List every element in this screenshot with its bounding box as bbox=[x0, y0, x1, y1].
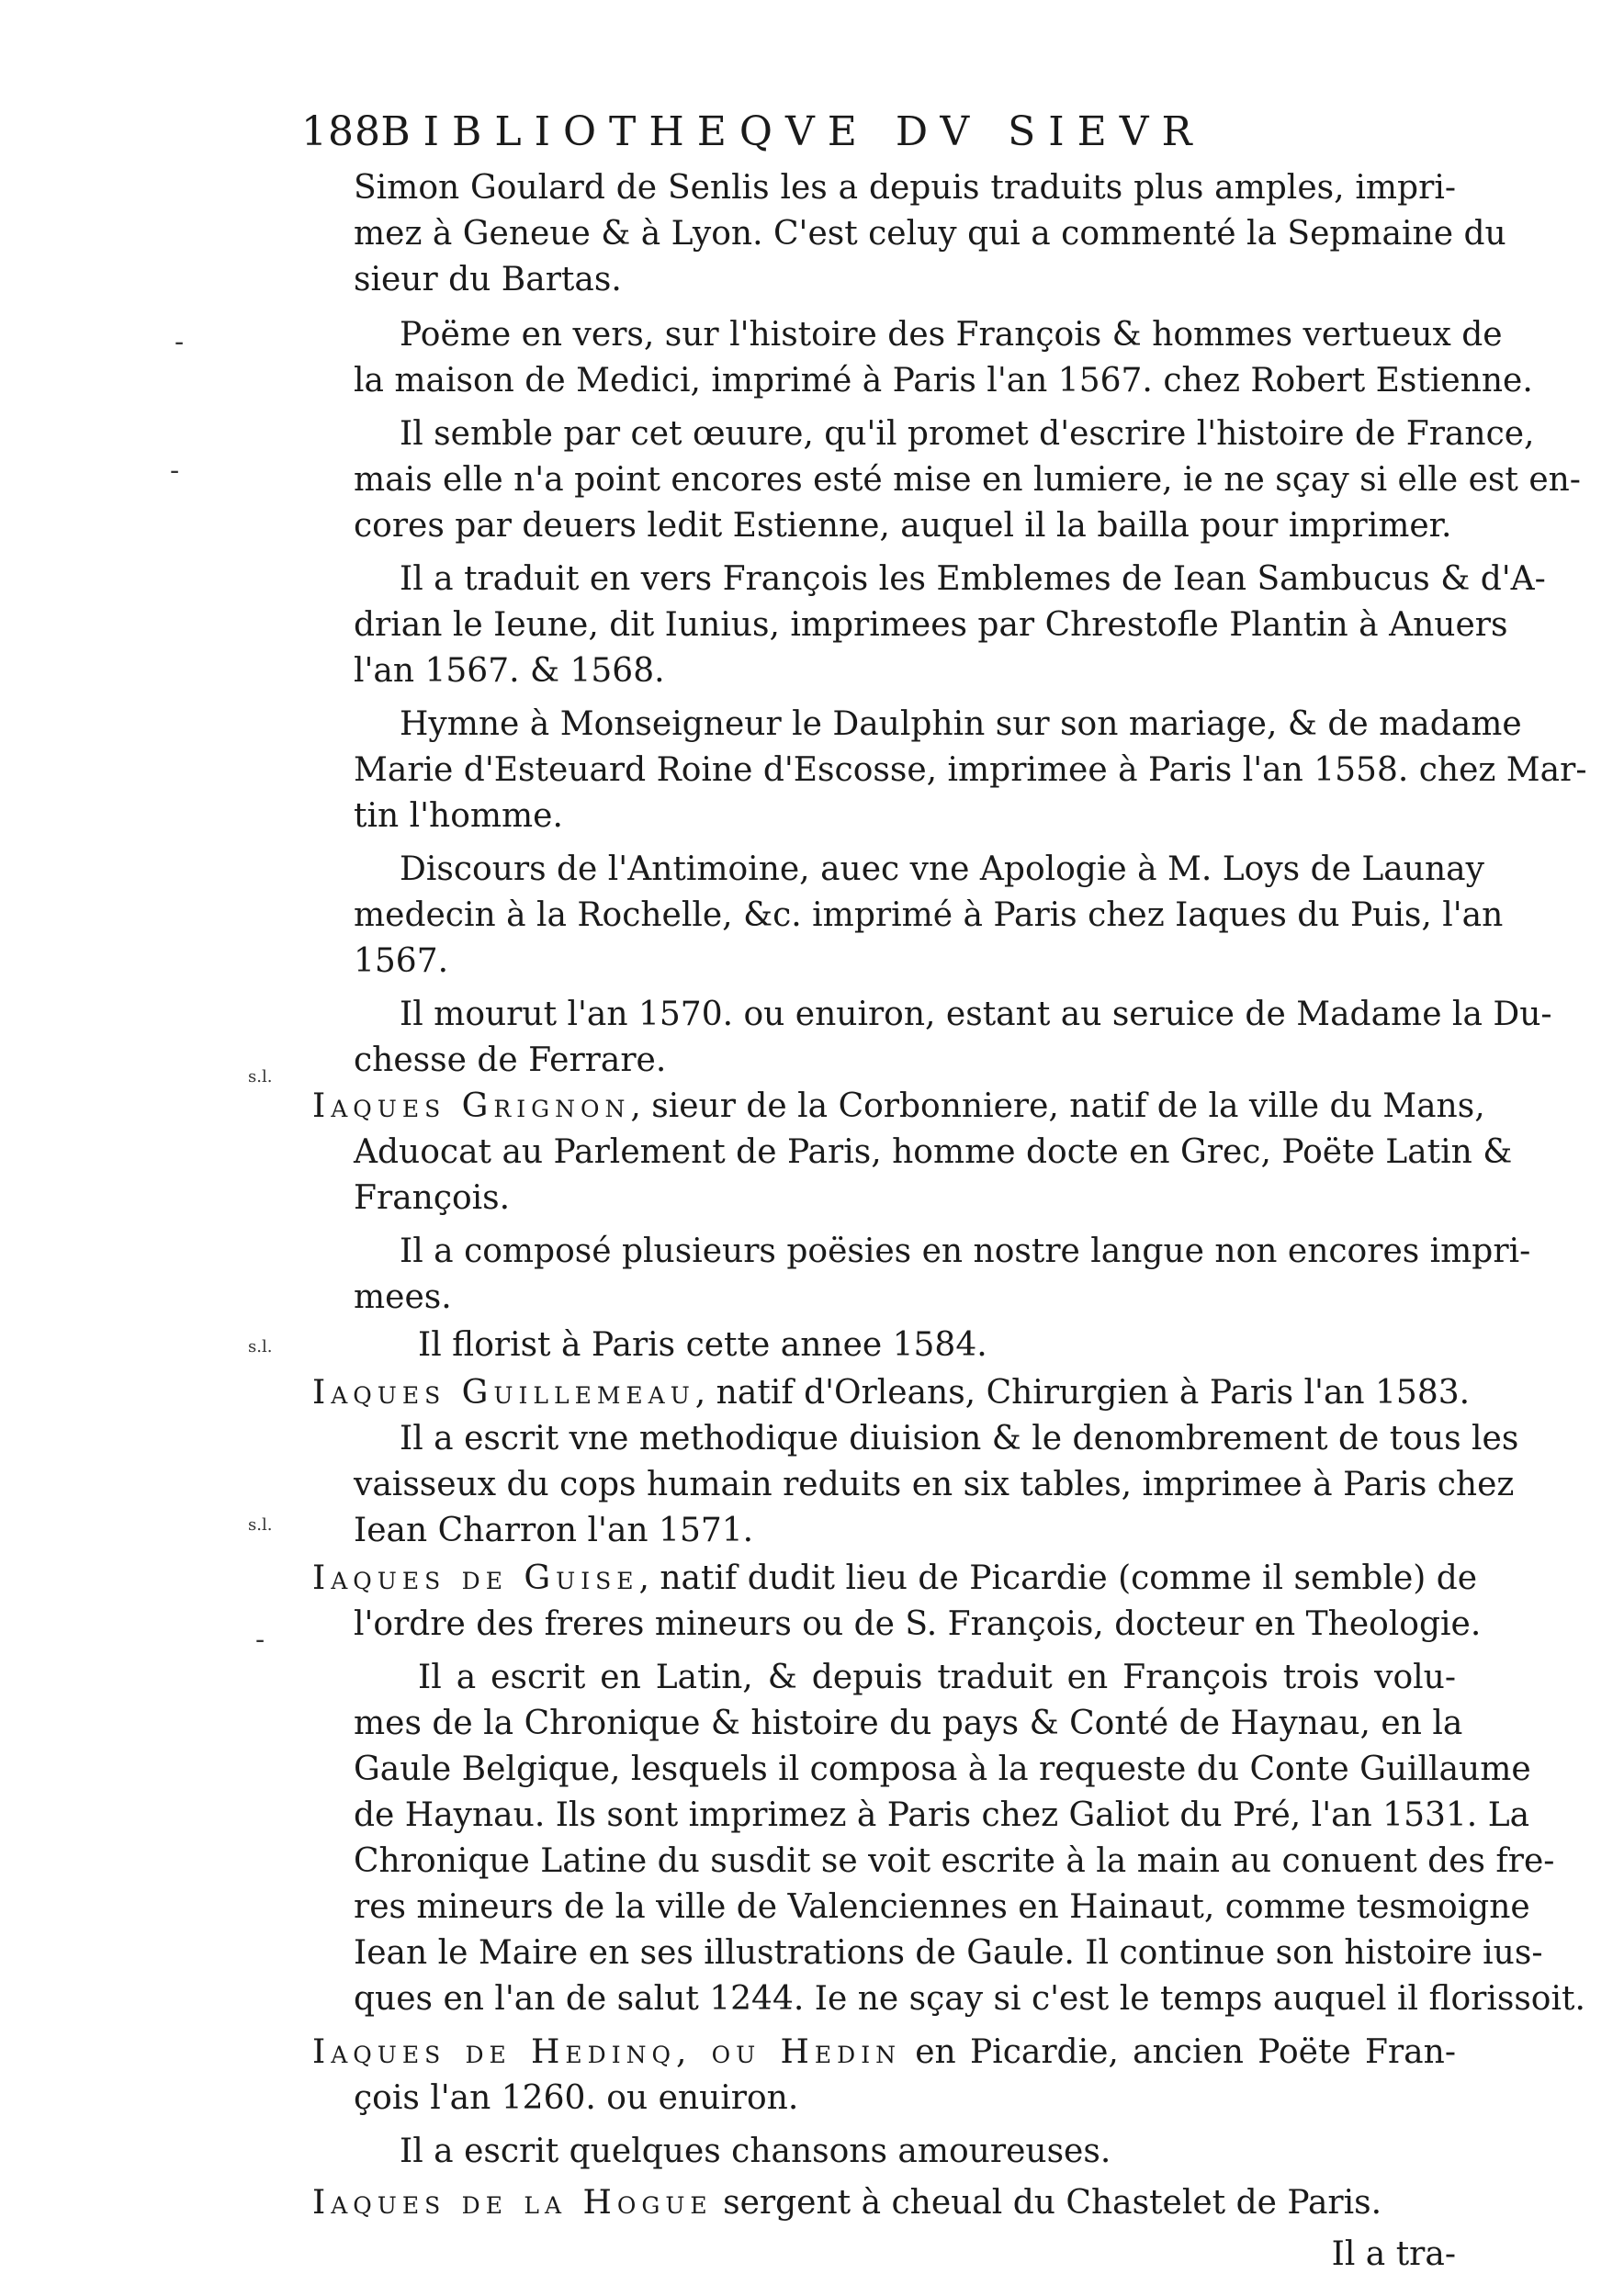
margin-dash-2: - bbox=[170, 455, 180, 487]
page-number: 188 bbox=[301, 108, 381, 155]
entry-heading-grignon bbox=[312, 1084, 1485, 1130]
entry-name: Iaques de Hedinq, ou Hedin bbox=[312, 2033, 901, 2071]
entry-rest: sergent à cheual du Chastelet de Paris. bbox=[712, 2184, 1382, 2222]
running-title: BIBLIOTHEQVE DV SIEVR bbox=[380, 108, 1205, 155]
text-line: mez à Geneue & à Lyon. C'est celuy qui a commenté la Sepmaine du bbox=[354, 215, 1506, 253]
text-line: Il mourut l'an 1570. ou enuiron, estant au seruice de Madame la Du- bbox=[400, 996, 1552, 1033]
text-line: François. bbox=[354, 1179, 511, 1217]
text-line: Il florist à Paris cette annee 1584. bbox=[418, 1326, 987, 1364]
entry-heading-guillemeau bbox=[312, 1370, 1471, 1416]
text-line: mes de la Chronique & histoire du pays & Conté de Haynau, en la bbox=[354, 1705, 1463, 1742]
text-line: l'ordre des freres mineurs ou de S. François, docteur en Theologie. bbox=[354, 1605, 1482, 1643]
entry-name: Iaques de la Hogue bbox=[312, 2184, 713, 2222]
entry-rest: en Picardie, ancien Poëte Fran- bbox=[900, 2033, 1456, 2071]
text-line: mees. bbox=[354, 1278, 452, 1316]
entry-heading-hogue bbox=[312, 2180, 1456, 2226]
text-line: Il a escrit en Latin, & depuis traduit en François trois volu- bbox=[418, 1659, 1456, 1696]
entry-rest: , sieur de la Corbonniere, natif de la ville du Mans, bbox=[630, 1087, 1485, 1125]
text-line: çois l'an 1260. ou enuiron. bbox=[354, 2079, 799, 2117]
text-line: Iean le Maire en ses illustrations de Gaule. Il continue son histoire ius- bbox=[354, 1934, 1543, 1972]
text-line: Il semble par cet œuure, qu'il promet d'escrire l'histoire de France, bbox=[400, 415, 1535, 453]
text-line: Simon Goulard de Senlis les a depuis traduits plus amples, impri- bbox=[354, 169, 1456, 207]
entry-name: Iaques Guillemeau bbox=[312, 1374, 695, 1412]
text-line: Il a escrit quelques chansons amoureuses. bbox=[400, 2133, 1111, 2170]
entry-name: Iaques de Guise bbox=[312, 1559, 639, 1597]
text-line: Gaule Belgique, lesquels il composa à la requeste du Conte Guillaume bbox=[354, 1750, 1531, 1788]
text-line: Iean Charron l'an 1571. bbox=[354, 1512, 754, 1549]
text-line: Il a composé plusieurs poësies en nostre langue non encores impri- bbox=[400, 1232, 1531, 1270]
entry-name: Iaques Grignon bbox=[312, 1087, 631, 1125]
margin-dash-3: - bbox=[255, 1624, 265, 1656]
entry-rest: , natif dudit lieu de Picardie (comme il semble) de bbox=[638, 1559, 1478, 1597]
text-line: ques en l'an de salut 1244. Ie ne sçay si c'est le temps auquel il florissoit. bbox=[354, 1980, 1585, 2018]
text-line: mais elle n'a point encores esté mise en lumiere, ie ne sçay si elle est en- bbox=[354, 461, 1581, 499]
text-line: l'an 1567. & 1568. bbox=[354, 652, 665, 690]
text-line: Marie d'Esteuard Roine d'Escosse, imprimee à Paris l'an 1558. chez Mar- bbox=[354, 751, 1587, 789]
text-line: Il a traduit en vers François les Emblemes de Iean Sambucus & d'A- bbox=[400, 560, 1546, 598]
page-header bbox=[301, 108, 1284, 163]
text-line: tin l'homme. bbox=[354, 797, 563, 835]
catchword: Il a tra- bbox=[1331, 2235, 1456, 2273]
text-line: medecin à la Rochelle, &c. imprimé à Paris chez Iaques du Puis, l'an bbox=[354, 896, 1504, 934]
text-line: 1567. bbox=[354, 942, 449, 980]
entry-heading-guise bbox=[312, 1556, 1478, 1602]
text-line: Chronique Latine du susdit se voit escrite à la main au conuent des fre- bbox=[354, 1842, 1555, 1880]
margin-note-guillemeau: s.l. bbox=[248, 1337, 273, 1356]
margin-note-grignon: s.l. bbox=[248, 1067, 273, 1086]
text-line: drian le Ieune, dit Iunius, imprimees par Chrestofle Plantin à Anuers bbox=[354, 606, 1508, 644]
text-line: la maison de Medici, imprimé à Paris l'an 1567. chez Robert Estienne. bbox=[354, 362, 1533, 400]
entry-rest: , natif d'Orleans, Chirurgien à Paris l'an 1583. bbox=[694, 1374, 1471, 1412]
text-line: cores par deuers ledit Estienne, auquel il la bailla pour imprimer. bbox=[354, 507, 1452, 545]
margin-dash-1: - bbox=[175, 326, 185, 358]
text-line: de Haynau. Ils sont imprimez à Paris chez Galiot du Pré, l'an 1531. La bbox=[354, 1796, 1530, 1834]
entry-heading-hedinq bbox=[312, 2030, 1456, 2076]
text-line: sieur du Bartas. bbox=[354, 261, 622, 298]
text-line: Poëme en vers, sur l'histoire des François & hommes vertueux de bbox=[400, 316, 1503, 354]
text-line: res mineurs de la ville de Valenciennes en Hainaut, comme tesmoigne bbox=[354, 1888, 1530, 1926]
text-line: Il a escrit vne methodique diuision & le denombrement de tous les bbox=[400, 1420, 1519, 1458]
text-line: Hymne à Monseigneur le Daulphin sur son mariage, & de madame bbox=[400, 705, 1522, 743]
text-line: Aduocat au Parlement de Paris, homme docte en Grec, Poëte Latin & bbox=[354, 1133, 1513, 1171]
margin-note-guise: s.l. bbox=[248, 1515, 273, 1535]
text-line: chesse de Ferrare. bbox=[354, 1041, 667, 1079]
text-line: Discours de l'Antimoine, auec vne Apologie à M. Loys de Launay bbox=[400, 850, 1484, 888]
text-line: vaisseux du cops humain reduits en six tables, imprimee à Paris chez bbox=[354, 1466, 1515, 1503]
